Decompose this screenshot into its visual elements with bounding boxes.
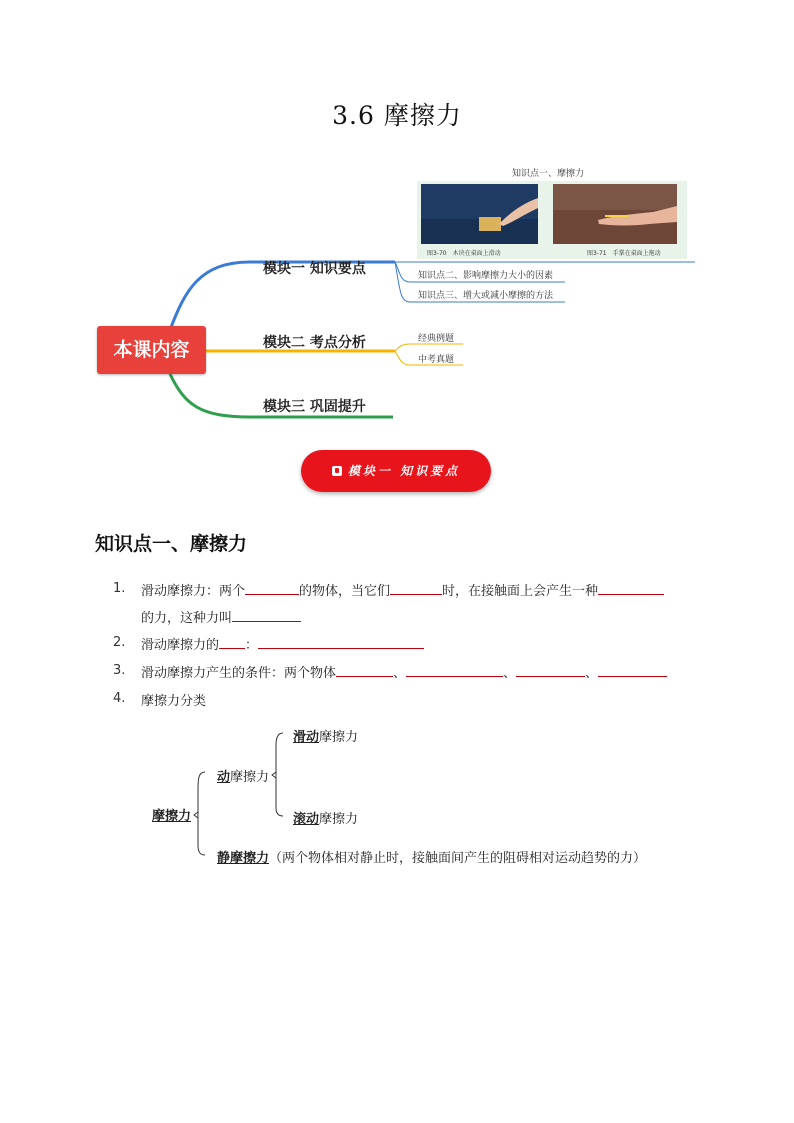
item-number: 3. xyxy=(113,663,126,678)
tree-static xyxy=(217,847,646,866)
tree-rolling xyxy=(293,808,358,827)
item-1-part-1: 滑动摩擦力：两个 xyxy=(141,584,246,599)
item-3-part-2: 、 xyxy=(393,666,407,681)
module-banner-label: 模块一 知识要点 xyxy=(347,464,461,478)
page-title: 3.6 摩擦力 xyxy=(332,101,462,130)
leaf-factors: 知识点二、影响摩擦力大小的因素 xyxy=(418,271,554,281)
item-number: 1. xyxy=(113,581,126,596)
item-number: 4. xyxy=(113,691,126,706)
leaf-exam-questions: 中考真题 xyxy=(418,355,455,365)
tree-sliding-suffix: 摩擦力 xyxy=(319,730,359,745)
photo-panel-title: 知识点一、摩擦力 xyxy=(512,169,585,179)
tree-rolling-suffix: 摩擦力 xyxy=(319,812,359,827)
section-title: 知识点一、摩擦力 xyxy=(95,533,248,555)
item-4-line: 摩擦力分类 xyxy=(141,694,207,709)
item-number: 2. xyxy=(113,635,126,650)
tree-static-note: （两个物体相对静止时，接触面间产生的阻碍相对运动趋势的力） xyxy=(269,851,647,866)
tree-dynamic xyxy=(217,766,269,785)
item-1-part-4: 的力，这种力叫 xyxy=(141,611,233,626)
left-photo-caption: 图3-70 木块在桌面上滑动 xyxy=(427,250,501,257)
branch-module-one: 模块一 知识要点 xyxy=(263,261,366,277)
item-1-part-3: 时，在接触面上会产生一种 xyxy=(442,584,599,599)
tree-static-label: 静摩擦力 xyxy=(217,851,270,866)
tree-sliding-prefix: 滑动 xyxy=(293,730,320,745)
item-3-part-1: 滑动摩擦力产生的条件：两个物体 xyxy=(141,666,337,681)
item-2-part-2: ： xyxy=(245,638,259,653)
tree-dynamic-prefix: 动 xyxy=(217,770,231,785)
right-photo-caption: 图3-71 手掌在桌面上拖动 xyxy=(587,250,661,257)
branch-module-three: 模块三 巩固提升 xyxy=(263,399,366,415)
item-3-part-4: 、 xyxy=(585,666,599,681)
tree-root: 摩擦力 xyxy=(152,809,192,824)
tree-rolling-prefix: 滚动 xyxy=(293,812,320,827)
mindmap-root: 本课内容 xyxy=(97,326,206,374)
tree-sliding xyxy=(293,726,358,745)
item-1-part-2: 的物体，当它们 xyxy=(299,584,391,599)
tree-dynamic-suffix: 摩擦力 xyxy=(230,770,270,785)
item-3-part-3: 、 xyxy=(503,666,517,681)
branch-module-two: 模块二 考点分析 xyxy=(263,335,366,351)
leaf-examples: 经典例题 xyxy=(418,334,455,344)
item-2-part-1: 滑动摩擦力的 xyxy=(141,638,220,653)
leaf-methods: 知识点三、增大或减小摩擦的方法 xyxy=(418,291,554,301)
